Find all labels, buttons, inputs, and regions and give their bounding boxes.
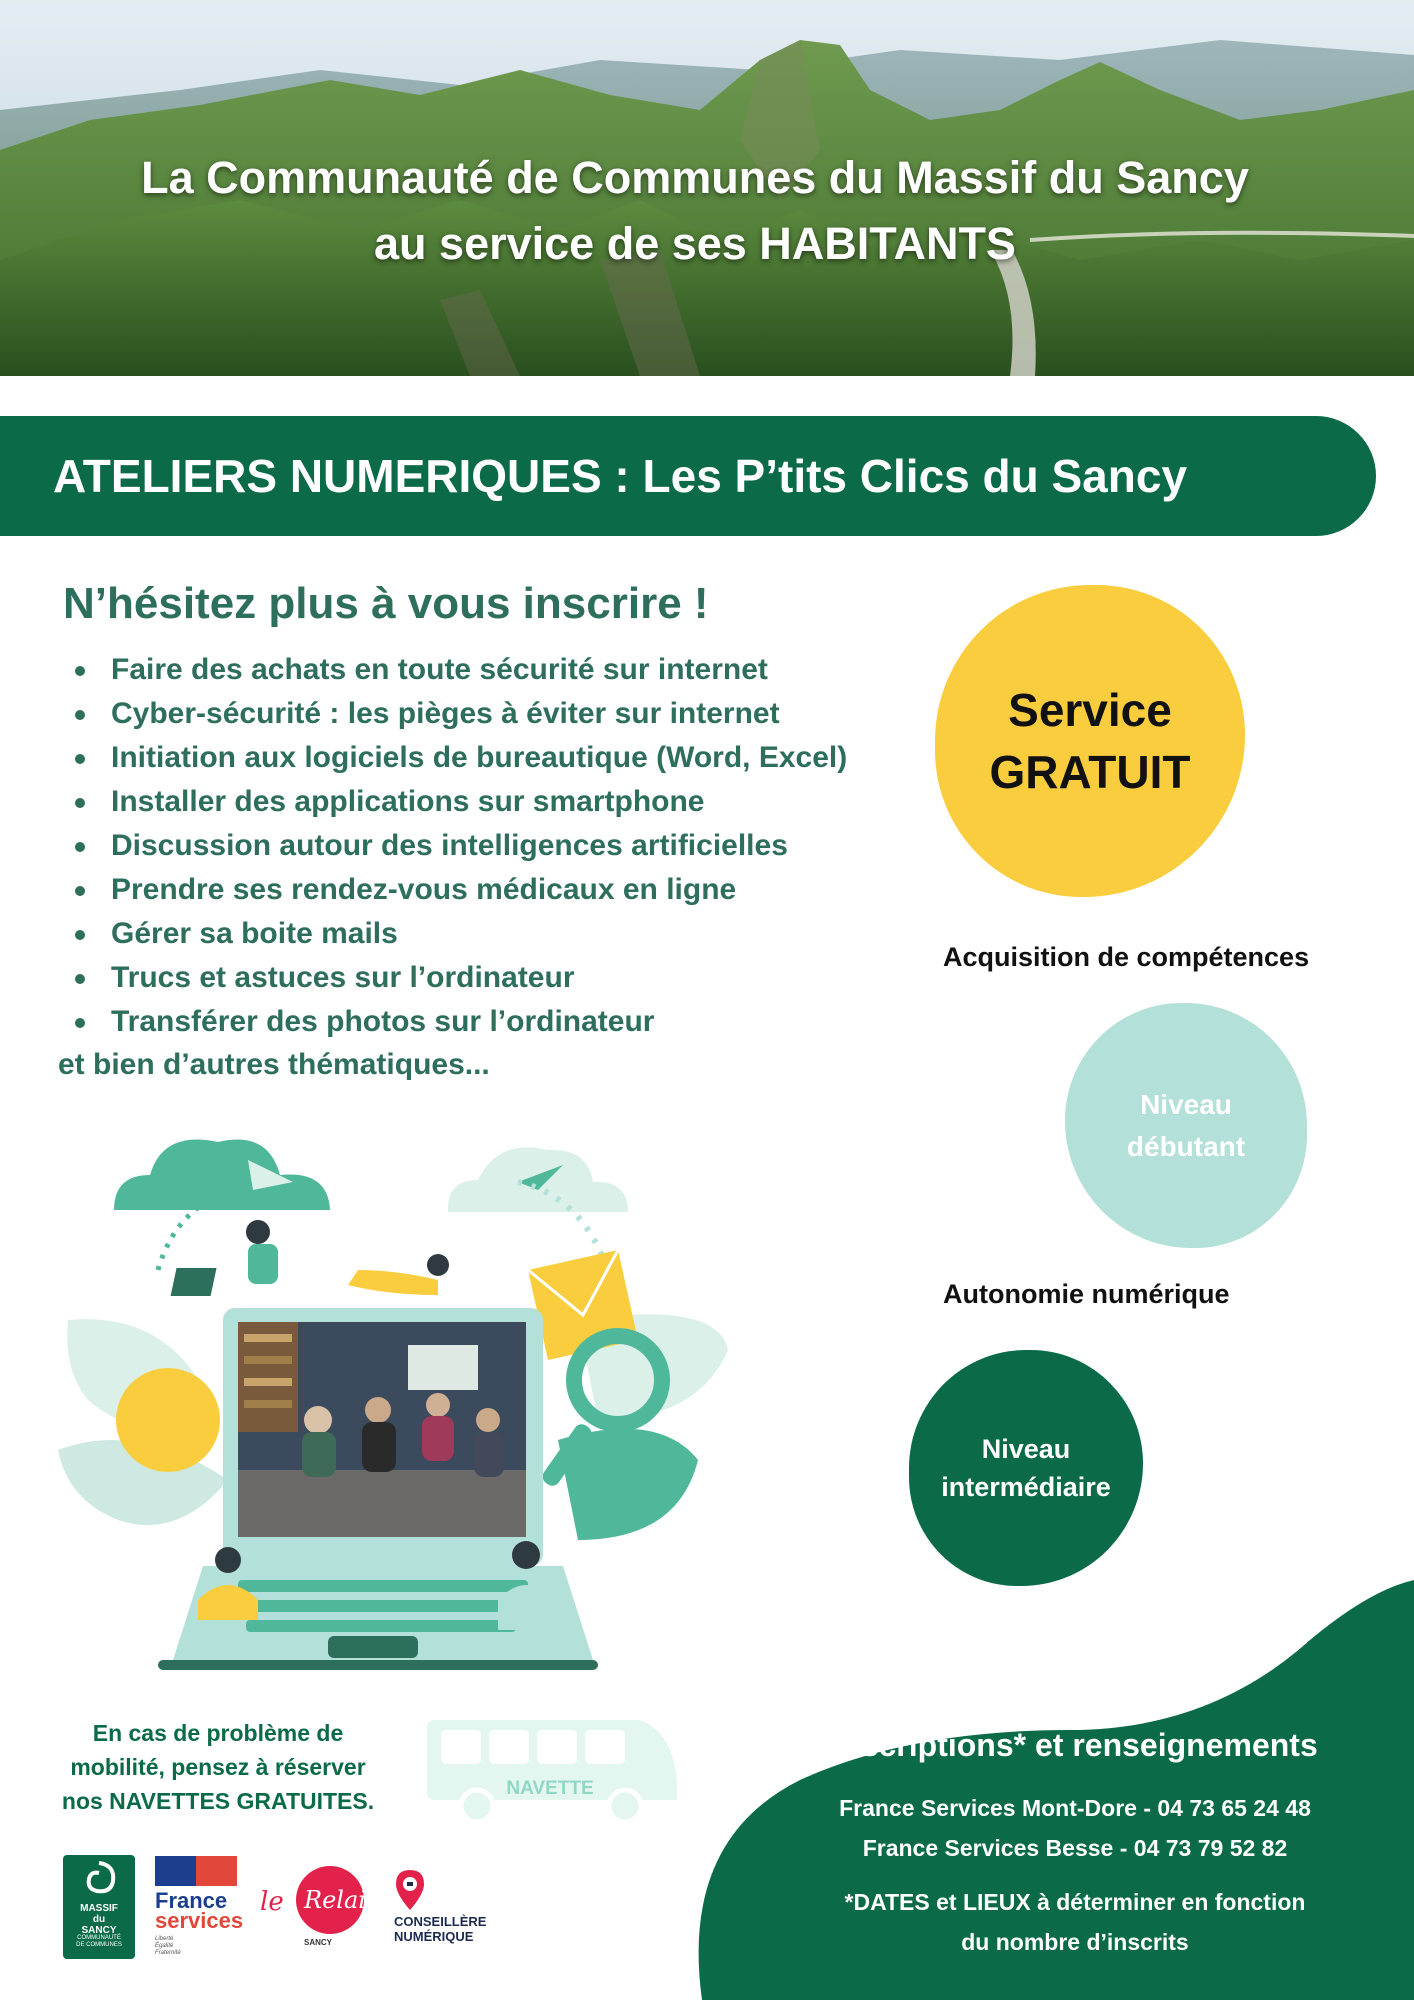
dates-note-line: *DATES et LIEUX à déterminer en fonction xyxy=(844,1889,1306,1915)
conseillere-numerique-logo xyxy=(388,1868,488,1948)
list-item: Discussion autour des intelligences artificielles xyxy=(70,824,847,868)
list-item: Initiation aux logiciels de bureautique (Word, Excel) xyxy=(70,736,847,780)
list-item: Faire des achats en toute sécurité sur internet xyxy=(70,648,847,692)
beginner-level-badge xyxy=(1065,1003,1307,1248)
dates-note-line: du nombre d’inscrits xyxy=(961,1929,1189,1955)
badge-line: GRATUIT xyxy=(989,746,1191,798)
laptop-illustration xyxy=(58,1120,738,1680)
contact-besse: France Services Besse - 04 73 79 52 82 xyxy=(862,1835,1288,1861)
marianne-flag-icon xyxy=(155,1856,237,1886)
republic-motto xyxy=(155,1936,181,1957)
topic-list xyxy=(70,648,847,1044)
massif-name-line: SANCY xyxy=(81,1925,117,1936)
france-services-word: services xyxy=(155,1908,244,1933)
massif-du-sancy-logo xyxy=(63,1855,135,1959)
intermediate-level-badge xyxy=(909,1350,1143,1586)
cloud-icon xyxy=(114,1139,330,1210)
list-item: Cyber-sécurité : les pièges à éviter sur internet xyxy=(70,692,847,736)
list-item: Prendre ses rendez-vous médicaux en ligne xyxy=(70,868,847,912)
badge-line: débutant xyxy=(1126,1130,1246,1162)
person-icon xyxy=(246,1220,270,1244)
list-item: Trucs et astuces sur l’ordinateur xyxy=(70,956,847,1000)
list-item: Installer des applications sur smartphone xyxy=(70,780,847,824)
location-pin-icon xyxy=(394,1868,434,1912)
relais-subtitle: SANCY xyxy=(303,1938,332,1947)
dates-note xyxy=(760,1882,1390,1962)
person-icon xyxy=(215,1547,241,1573)
conseillere-text xyxy=(394,1914,486,1944)
massif-name-line: du xyxy=(92,1914,106,1925)
free-service-badge xyxy=(935,585,1245,897)
svg-text:le: le xyxy=(260,1887,284,1917)
badge-line: Niveau xyxy=(981,1434,1071,1464)
conseillere-line: NUMÉRIQUE xyxy=(394,1929,474,1944)
contact-mont-dore: France Services Mont-Dore - 04 73 65 24 48 xyxy=(839,1795,1311,1821)
banner-title xyxy=(0,145,1390,277)
person-icon xyxy=(427,1254,449,1276)
sun-icon xyxy=(116,1368,220,1472)
banner-title-line: au service de ses HABITANTS xyxy=(374,218,1016,269)
contact-heading: Inscriptions* et renseignements xyxy=(832,1727,1318,1763)
skills-label: Acquisition de compétences xyxy=(943,942,1310,972)
svg-text:Relais: Relais xyxy=(304,1886,378,1914)
massif-subtitle-line: COMMUNAUTÉ xyxy=(77,1935,121,1941)
mobility-line: mobilité, pensez à réserver xyxy=(70,1754,366,1780)
le-relais-wordmark xyxy=(258,1862,378,1938)
workshop-title: ATELIERS NUMERIQUES : Les P’tits Clics du Sancy xyxy=(53,450,1188,502)
header-banner xyxy=(0,0,1414,376)
france-services-word: France xyxy=(155,1888,228,1913)
conseillere-line: CONSEILLÈRE xyxy=(394,1914,487,1929)
autonomy-label: Autonomie numérique xyxy=(943,1279,1230,1309)
motto-line: Égalité xyxy=(155,1943,174,1949)
spiral-icon xyxy=(63,1855,135,1903)
badge-line: Service xyxy=(1008,684,1172,736)
massif-name-line: MASSIF xyxy=(80,1903,118,1914)
badge-line: Niveau xyxy=(1140,1088,1232,1120)
intro-heading: N’hésitez plus à vous inscrire ! xyxy=(63,579,709,628)
mobility-line: nos NAVETTES GRATUITES. xyxy=(61,1788,375,1814)
shuttle-label: NAVETTE xyxy=(506,1778,594,1799)
massif-name xyxy=(63,1903,135,1936)
france-services-logo xyxy=(155,1856,244,1956)
motto-line: Fraternité xyxy=(155,1950,181,1956)
mobility-note xyxy=(30,1716,406,1818)
badge-line: intermédiaire xyxy=(941,1472,1111,1502)
workshop-title-bar xyxy=(0,416,1376,536)
motto-line: Liberté xyxy=(155,1936,174,1942)
list-item: Transférer des photos sur l’ordinateur xyxy=(70,1000,847,1044)
massif-subtitle xyxy=(63,1935,135,1949)
le-relais-sancy-logo xyxy=(258,1862,378,1948)
shuttle-bus-icon xyxy=(425,1712,681,1828)
massif-subtitle-line: DE COMMUNES xyxy=(76,1942,122,1948)
more-topics-text: et bien d’autres thématiques... xyxy=(58,1048,490,1081)
banner-title-line: La Communauté de Communes du Massif du Sancy xyxy=(141,152,1249,203)
mobility-line: En cas de problème de xyxy=(92,1720,344,1746)
list-item: Gérer sa boite mails xyxy=(70,912,847,956)
person-icon xyxy=(512,1541,540,1569)
